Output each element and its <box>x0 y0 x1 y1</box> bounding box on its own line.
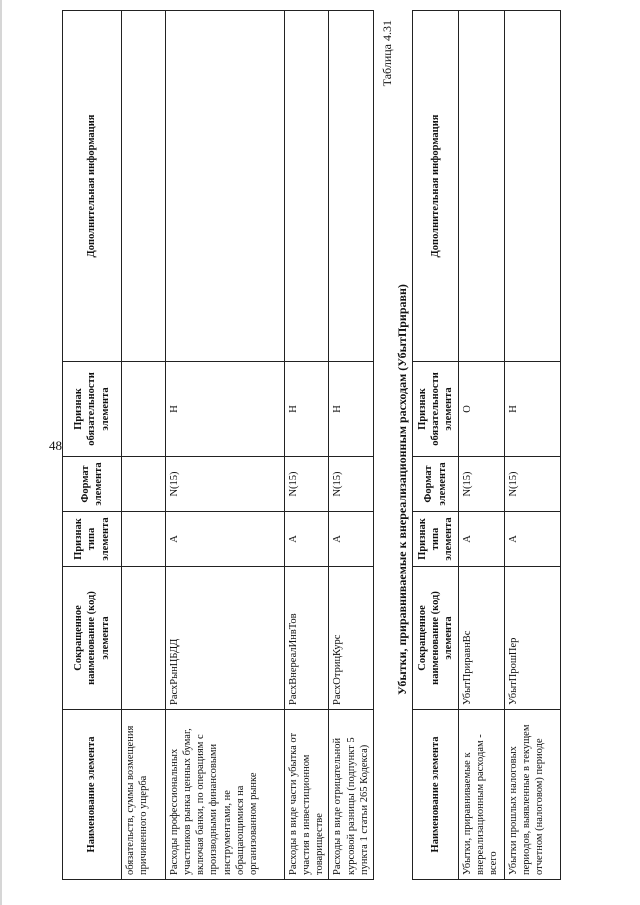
table-row <box>122 11 166 880</box>
table-row <box>329 11 373 880</box>
header-cell: Признак обязательности элемента <box>63 362 122 457</box>
table-row <box>505 11 561 880</box>
table-row <box>166 11 285 880</box>
table-header-row <box>413 11 459 880</box>
cell-type: А <box>505 512 561 567</box>
cell-code: УбытПрошПер <box>505 567 561 710</box>
cell-type: А <box>166 512 285 567</box>
cell-name: Расходы в виде отрицательной курсовой разницы (подпункт 5 пункта 1 статьи 265 Кодекса) <box>329 710 373 880</box>
header-cell: Признак обязательности элемента <box>413 362 459 457</box>
table-caption: Убытки, приравниваемые к внереализационным расходам (УбытПриравн) <box>395 284 409 695</box>
cell-name: обязательств, суммы возмещения причиненного ущерба <box>122 710 166 880</box>
cell-type <box>122 512 166 567</box>
cell-required: Н <box>285 362 329 457</box>
cell-required: О <box>459 362 505 457</box>
cell-info <box>505 11 561 362</box>
cell-info <box>122 11 166 362</box>
cell-required <box>122 362 166 457</box>
cell-code: РасхОтрицКурс <box>329 567 373 710</box>
cell-required: Н <box>166 362 285 457</box>
header-cell: Формат элемента <box>63 457 122 512</box>
header-cell: Наименование элемента <box>413 710 459 880</box>
cell-name: Убытки прошлых налоговых периодов, выявленные в текущем отчетном (налоговом) периоде <box>505 710 561 880</box>
cell-type: А <box>329 512 373 567</box>
cell-format: N(15) <box>329 457 373 512</box>
cell-type: А <box>459 512 505 567</box>
cell-format: N(15) <box>166 457 285 512</box>
table-elements-part1 <box>62 10 374 880</box>
cell-name: Расходы в виде части убытка от участия в инвестиционном товариществе <box>285 710 329 880</box>
cell-code: РасхРынЦБДД <box>166 567 285 710</box>
cell-format <box>122 457 166 512</box>
header-cell: Признак типа элемента <box>63 512 122 567</box>
cell-code <box>122 567 166 710</box>
header-cell: Дополнительная информация <box>413 11 459 362</box>
table-elements-4-31 <box>412 10 561 880</box>
cell-name: Убытки, приравниваемые к внереализационным расходам - всего <box>459 710 505 880</box>
table-header-row <box>63 11 122 880</box>
cell-format: N(15) <box>505 457 561 512</box>
cell-name: Расходы профессиональных участников рынка ценных бумаг, включая банки, по операциям с производными финансовыми инструментами, не обращающимися на организованном рынке <box>166 710 285 880</box>
cell-required: Н <box>505 362 561 457</box>
table-row <box>459 11 505 880</box>
cell-info <box>285 11 329 362</box>
cell-info <box>459 11 505 362</box>
header-cell: Наименование элемента <box>63 710 122 880</box>
header-cell: Признак типа элемента <box>413 512 459 567</box>
table-number: Таблица 4.31 <box>380 20 394 87</box>
cell-format: N(15) <box>459 457 505 512</box>
cell-code: РасхВнереалИнвТов <box>285 567 329 710</box>
cell-info <box>166 11 285 362</box>
header-cell: Дополнительная информация <box>63 11 122 362</box>
header-cell: Сокращенное наименование (код) элемента <box>413 567 459 710</box>
cell-required: Н <box>329 362 373 457</box>
cell-info <box>329 11 373 362</box>
table-row <box>285 11 329 880</box>
cell-code: УбытПриравнВс <box>459 567 505 710</box>
cell-type: А <box>285 512 329 567</box>
header-cell: Формат элемента <box>413 457 459 512</box>
cell-format: N(15) <box>285 457 329 512</box>
header-cell: Сокращенное наименование (код) элемента <box>63 567 122 710</box>
page-number: 48 <box>49 438 62 453</box>
